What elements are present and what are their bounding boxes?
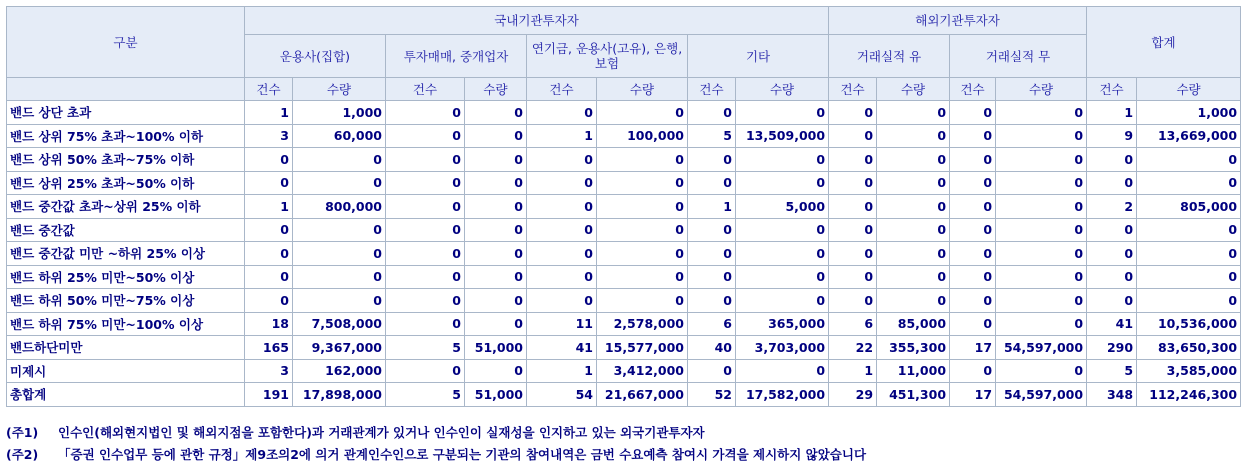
quantity-cell: 0 xyxy=(736,359,829,383)
count-cell: 0 xyxy=(950,124,996,148)
category-header: 구분 xyxy=(7,7,245,78)
quantity-cell: 0 xyxy=(1137,171,1241,195)
quantity-cell: 0 xyxy=(465,312,527,336)
count-cell: 0 xyxy=(386,171,465,195)
footnote xyxy=(6,422,1240,444)
count-subheader: 건수 xyxy=(829,78,877,101)
count-cell: 0 xyxy=(386,312,465,336)
group-header-without-track-record: 거래실적 무 xyxy=(950,35,1087,78)
count-cell: 0 xyxy=(386,148,465,172)
quantity-cell: 0 xyxy=(597,101,688,125)
count-cell: 0 xyxy=(386,101,465,125)
group-header-broker-dealer: 투자매매, 중개업자 xyxy=(386,35,527,78)
count-subheader: 건수 xyxy=(1087,78,1137,101)
count-cell: 41 xyxy=(527,336,597,360)
count-cell: 0 xyxy=(688,101,736,125)
count-cell: 0 xyxy=(688,359,736,383)
quantity-cell: 11,000 xyxy=(877,359,950,383)
group-header-with-track-record: 거래실적 유 xyxy=(829,35,950,78)
quantity-cell: 1,000 xyxy=(1137,101,1241,125)
row-label: 밴드 하위 50% 미만~75% 이상 xyxy=(7,289,245,313)
count-cell: 52 xyxy=(688,383,736,407)
count-cell: 22 xyxy=(829,336,877,360)
count-cell: 54 xyxy=(527,383,597,407)
foreign-investors-header: 해외기관투자자 xyxy=(829,7,1087,35)
count-cell: 0 xyxy=(527,265,597,289)
quantity-cell: 112,246,300 xyxy=(1137,383,1241,407)
table-row xyxy=(7,265,1241,289)
count-cell: 0 xyxy=(245,218,293,242)
quantity-cell: 0 xyxy=(736,101,829,125)
quantity-cell: 17,898,000 xyxy=(293,383,386,407)
quantity-cell: 5,000 xyxy=(736,195,829,219)
count-cell: 0 xyxy=(386,124,465,148)
quantity-cell: 0 xyxy=(597,242,688,266)
quantity-cell: 0 xyxy=(877,171,950,195)
quantity-cell: 0 xyxy=(877,242,950,266)
count-cell: 0 xyxy=(1087,148,1137,172)
quantity-cell: 0 xyxy=(1137,242,1241,266)
table-row xyxy=(7,101,1241,125)
quantity-cell: 13,669,000 xyxy=(1137,124,1241,148)
count-cell: 0 xyxy=(950,148,996,172)
quantity-cell: 0 xyxy=(465,148,527,172)
count-cell: 0 xyxy=(245,171,293,195)
quantity-cell: 0 xyxy=(293,289,386,313)
count-cell: 0 xyxy=(527,195,597,219)
count-cell: 2 xyxy=(1087,195,1137,219)
quantity-cell: 0 xyxy=(293,171,386,195)
quantity-cell: 83,650,300 xyxy=(1137,336,1241,360)
row-label: 밴드 중간값 xyxy=(7,218,245,242)
quantity-cell: 0 xyxy=(597,171,688,195)
count-cell: 0 xyxy=(829,242,877,266)
count-cell: 5 xyxy=(688,124,736,148)
count-cell: 0 xyxy=(527,218,597,242)
table-row xyxy=(7,336,1241,360)
quantity-cell: 0 xyxy=(996,101,1087,125)
quantity-cell: 0 xyxy=(465,242,527,266)
header-row-3 xyxy=(7,78,1241,101)
count-cell: 0 xyxy=(829,124,877,148)
table-row xyxy=(7,148,1241,172)
count-cell: 0 xyxy=(1087,171,1137,195)
count-cell: 9 xyxy=(1087,124,1137,148)
count-cell: 0 xyxy=(688,171,736,195)
count-cell: 0 xyxy=(527,101,597,125)
count-cell: 0 xyxy=(829,265,877,289)
table-row xyxy=(7,218,1241,242)
count-cell: 3 xyxy=(245,359,293,383)
count-subheader: 건수 xyxy=(688,78,736,101)
count-cell: 0 xyxy=(1087,242,1137,266)
quantity-cell: 0 xyxy=(465,359,527,383)
quantity-cell: 0 xyxy=(293,265,386,289)
count-cell: 0 xyxy=(950,312,996,336)
count-cell: 191 xyxy=(245,383,293,407)
quantity-cell: 0 xyxy=(877,124,950,148)
row-label: 밴드 중간값 초과~상위 25% 이하 xyxy=(7,195,245,219)
quantity-subheader: 수량 xyxy=(877,78,950,101)
quantity-cell: 0 xyxy=(597,148,688,172)
quantity-cell: 0 xyxy=(736,218,829,242)
count-cell: 0 xyxy=(527,289,597,313)
count-cell: 0 xyxy=(829,101,877,125)
count-cell: 0 xyxy=(950,265,996,289)
quantity-cell: 2,578,000 xyxy=(597,312,688,336)
quantity-cell: 3,703,000 xyxy=(736,336,829,360)
table-row xyxy=(7,124,1241,148)
count-cell: 0 xyxy=(1087,289,1137,313)
row-label: 밴드 상위 25% 초과~50% 이하 xyxy=(7,171,245,195)
group-header-pension-bank-insurance: 연기금, 운용사(고유), 은행, 보험 xyxy=(527,35,688,78)
quantity-cell: 0 xyxy=(736,289,829,313)
quantity-cell: 9,367,000 xyxy=(293,336,386,360)
quantity-cell: 0 xyxy=(465,171,527,195)
quantity-cell: 0 xyxy=(996,312,1087,336)
quantity-cell: 85,000 xyxy=(877,312,950,336)
quantity-cell: 60,000 xyxy=(293,124,386,148)
footnote-text: 인수인(해외현지법인 및 해외지점을 포함한다)과 거래관계가 있거나 인수인이 실재성을 인지하고 있는 외국기관투자자 xyxy=(58,425,705,440)
count-subheader: 건수 xyxy=(245,78,293,101)
quantity-cell: 0 xyxy=(1137,218,1241,242)
quantity-cell: 7,508,000 xyxy=(293,312,386,336)
count-cell: 0 xyxy=(829,289,877,313)
quantity-cell: 0 xyxy=(597,218,688,242)
count-cell: 6 xyxy=(829,312,877,336)
quantity-cell: 15,577,000 xyxy=(597,336,688,360)
quantity-cell: 10,536,000 xyxy=(1137,312,1241,336)
quantity-cell: 0 xyxy=(996,148,1087,172)
quantity-cell: 0 xyxy=(293,148,386,172)
row-label: 총합계 xyxy=(7,383,245,407)
count-cell: 17 xyxy=(950,336,996,360)
quantity-cell: 0 xyxy=(996,242,1087,266)
quantity-cell: 0 xyxy=(736,171,829,195)
count-subheader: 건수 xyxy=(527,78,597,101)
quantity-cell: 451,300 xyxy=(877,383,950,407)
count-cell: 1 xyxy=(245,101,293,125)
count-cell: 1 xyxy=(527,359,597,383)
count-cell: 0 xyxy=(527,242,597,266)
count-cell: 0 xyxy=(386,359,465,383)
demand-forecast-table xyxy=(6,6,1241,407)
quantity-cell: 0 xyxy=(597,195,688,219)
count-cell: 0 xyxy=(688,218,736,242)
count-cell: 11 xyxy=(527,312,597,336)
quantity-subheader: 수량 xyxy=(465,78,527,101)
quantity-cell: 0 xyxy=(877,218,950,242)
group-header-asset-manager-collective: 운용사(집합) xyxy=(245,35,386,78)
count-cell: 0 xyxy=(829,148,877,172)
table-body xyxy=(7,101,1241,407)
table-row xyxy=(7,171,1241,195)
quantity-cell: 0 xyxy=(1137,148,1241,172)
quantity-cell: 0 xyxy=(996,171,1087,195)
quantity-cell: 1,000 xyxy=(293,101,386,125)
count-cell: 0 xyxy=(950,359,996,383)
footnotes xyxy=(6,422,1240,466)
count-cell: 5 xyxy=(386,383,465,407)
count-cell: 0 xyxy=(527,171,597,195)
row-label: 밴드 하위 25% 미만~50% 이상 xyxy=(7,265,245,289)
subheader-blank xyxy=(7,78,245,101)
row-label: 미제시 xyxy=(7,359,245,383)
table-row xyxy=(7,312,1241,336)
table-row xyxy=(7,383,1241,407)
count-cell: 1 xyxy=(688,195,736,219)
quantity-cell: 0 xyxy=(877,101,950,125)
quantity-cell: 0 xyxy=(465,289,527,313)
count-cell: 29 xyxy=(829,383,877,407)
domestic-investors-header: 국내기관투자자 xyxy=(245,7,829,35)
footnote xyxy=(6,444,1240,466)
quantity-cell: 0 xyxy=(996,218,1087,242)
table-row xyxy=(7,359,1241,383)
count-cell: 0 xyxy=(386,289,465,313)
count-cell: 1 xyxy=(1087,101,1137,125)
quantity-cell: 0 xyxy=(996,265,1087,289)
count-cell: 0 xyxy=(829,195,877,219)
count-cell: 0 xyxy=(950,195,996,219)
quantity-subheader: 수량 xyxy=(597,78,688,101)
group-header-other: 기타 xyxy=(688,35,829,78)
count-cell: 0 xyxy=(829,171,877,195)
quantity-cell: 51,000 xyxy=(465,336,527,360)
row-label: 밴드하단미만 xyxy=(7,336,245,360)
table-row xyxy=(7,242,1241,266)
count-cell: 0 xyxy=(950,171,996,195)
quantity-cell: 0 xyxy=(465,124,527,148)
count-cell: 0 xyxy=(688,242,736,266)
quantity-cell: 0 xyxy=(736,242,829,266)
quantity-cell: 355,300 xyxy=(877,336,950,360)
quantity-cell: 0 xyxy=(597,289,688,313)
quantity-cell: 0 xyxy=(877,148,950,172)
footnote-tag: (주2) xyxy=(6,447,39,462)
quantity-cell: 365,000 xyxy=(736,312,829,336)
quantity-cell: 51,000 xyxy=(465,383,527,407)
footnote-tag: (주1) xyxy=(6,425,39,440)
count-cell: 40 xyxy=(688,336,736,360)
quantity-cell: 54,597,000 xyxy=(996,336,1087,360)
quantity-cell: 0 xyxy=(877,265,950,289)
table-row xyxy=(7,289,1241,313)
quantity-subheader: 수량 xyxy=(996,78,1087,101)
quantity-subheader: 수량 xyxy=(736,78,829,101)
count-cell: 0 xyxy=(950,242,996,266)
count-cell: 0 xyxy=(527,148,597,172)
count-cell: 348 xyxy=(1087,383,1137,407)
count-cell: 0 xyxy=(245,289,293,313)
quantity-cell: 0 xyxy=(465,218,527,242)
quantity-cell: 0 xyxy=(293,218,386,242)
count-cell: 0 xyxy=(386,242,465,266)
quantity-cell: 21,667,000 xyxy=(597,383,688,407)
count-cell: 18 xyxy=(245,312,293,336)
quantity-cell: 800,000 xyxy=(293,195,386,219)
count-cell: 0 xyxy=(950,289,996,313)
count-cell: 165 xyxy=(245,336,293,360)
quantity-cell: 17,582,000 xyxy=(736,383,829,407)
quantity-cell: 805,000 xyxy=(1137,195,1241,219)
count-cell: 5 xyxy=(386,336,465,360)
quantity-cell: 100,000 xyxy=(597,124,688,148)
count-cell: 0 xyxy=(386,218,465,242)
header-row-1 xyxy=(7,7,1241,35)
count-cell: 0 xyxy=(688,289,736,313)
demand-forecast-table-container xyxy=(6,6,1240,407)
quantity-cell: 0 xyxy=(597,265,688,289)
quantity-cell: 0 xyxy=(465,195,527,219)
total-header: 합계 xyxy=(1087,7,1241,78)
row-label: 밴드 하위 75% 미만~100% 이상 xyxy=(7,312,245,336)
quantity-cell: 0 xyxy=(877,195,950,219)
row-label: 밴드 상위 50% 초과~75% 이하 xyxy=(7,148,245,172)
quantity-cell: 0 xyxy=(1137,265,1241,289)
row-label: 밴드 상단 초과 xyxy=(7,101,245,125)
footnote-text: 「증권 인수업무 등에 관한 규정」제9조의2에 의거 관계인수인으로 구분되는 기관의 참여내역은 금번 수요예측 참여시 가격을 제시하지 않았습니다 xyxy=(58,447,867,462)
quantity-subheader: 수량 xyxy=(1137,78,1241,101)
quantity-cell: 3,412,000 xyxy=(597,359,688,383)
count-cell: 1 xyxy=(829,359,877,383)
count-subheader: 건수 xyxy=(950,78,996,101)
count-cell: 0 xyxy=(245,265,293,289)
count-cell: 0 xyxy=(245,148,293,172)
quantity-cell: 0 xyxy=(465,101,527,125)
count-cell: 1 xyxy=(527,124,597,148)
quantity-cell: 162,000 xyxy=(293,359,386,383)
count-cell: 0 xyxy=(950,101,996,125)
quantity-cell: 0 xyxy=(877,289,950,313)
quantity-cell: 0 xyxy=(293,242,386,266)
quantity-cell: 0 xyxy=(996,195,1087,219)
quantity-cell: 0 xyxy=(996,124,1087,148)
quantity-cell: 0 xyxy=(996,359,1087,383)
quantity-subheader: 수량 xyxy=(293,78,386,101)
count-cell: 3 xyxy=(245,124,293,148)
count-cell: 0 xyxy=(1087,265,1137,289)
quantity-cell: 0 xyxy=(736,148,829,172)
count-cell: 5 xyxy=(1087,359,1137,383)
quantity-cell: 0 xyxy=(465,265,527,289)
quantity-cell: 54,597,000 xyxy=(996,383,1087,407)
count-subheader: 건수 xyxy=(386,78,465,101)
count-cell: 0 xyxy=(829,218,877,242)
quantity-cell: 3,585,000 xyxy=(1137,359,1241,383)
count-cell: 0 xyxy=(386,265,465,289)
count-cell: 0 xyxy=(688,265,736,289)
count-cell: 0 xyxy=(1087,218,1137,242)
count-cell: 0 xyxy=(386,195,465,219)
row-label: 밴드 상위 75% 초과~100% 이하 xyxy=(7,124,245,148)
table-row xyxy=(7,195,1241,219)
count-cell: 1 xyxy=(245,195,293,219)
count-cell: 41 xyxy=(1087,312,1137,336)
count-cell: 0 xyxy=(245,242,293,266)
quantity-cell: 0 xyxy=(1137,289,1241,313)
quantity-cell: 0 xyxy=(996,289,1087,313)
quantity-cell: 0 xyxy=(736,265,829,289)
count-cell: 290 xyxy=(1087,336,1137,360)
quantity-cell: 13,509,000 xyxy=(736,124,829,148)
count-cell: 0 xyxy=(950,218,996,242)
count-cell: 6 xyxy=(688,312,736,336)
count-cell: 17 xyxy=(950,383,996,407)
count-cell: 0 xyxy=(688,148,736,172)
row-label: 밴드 중간값 미만 ~하위 25% 이상 xyxy=(7,242,245,266)
